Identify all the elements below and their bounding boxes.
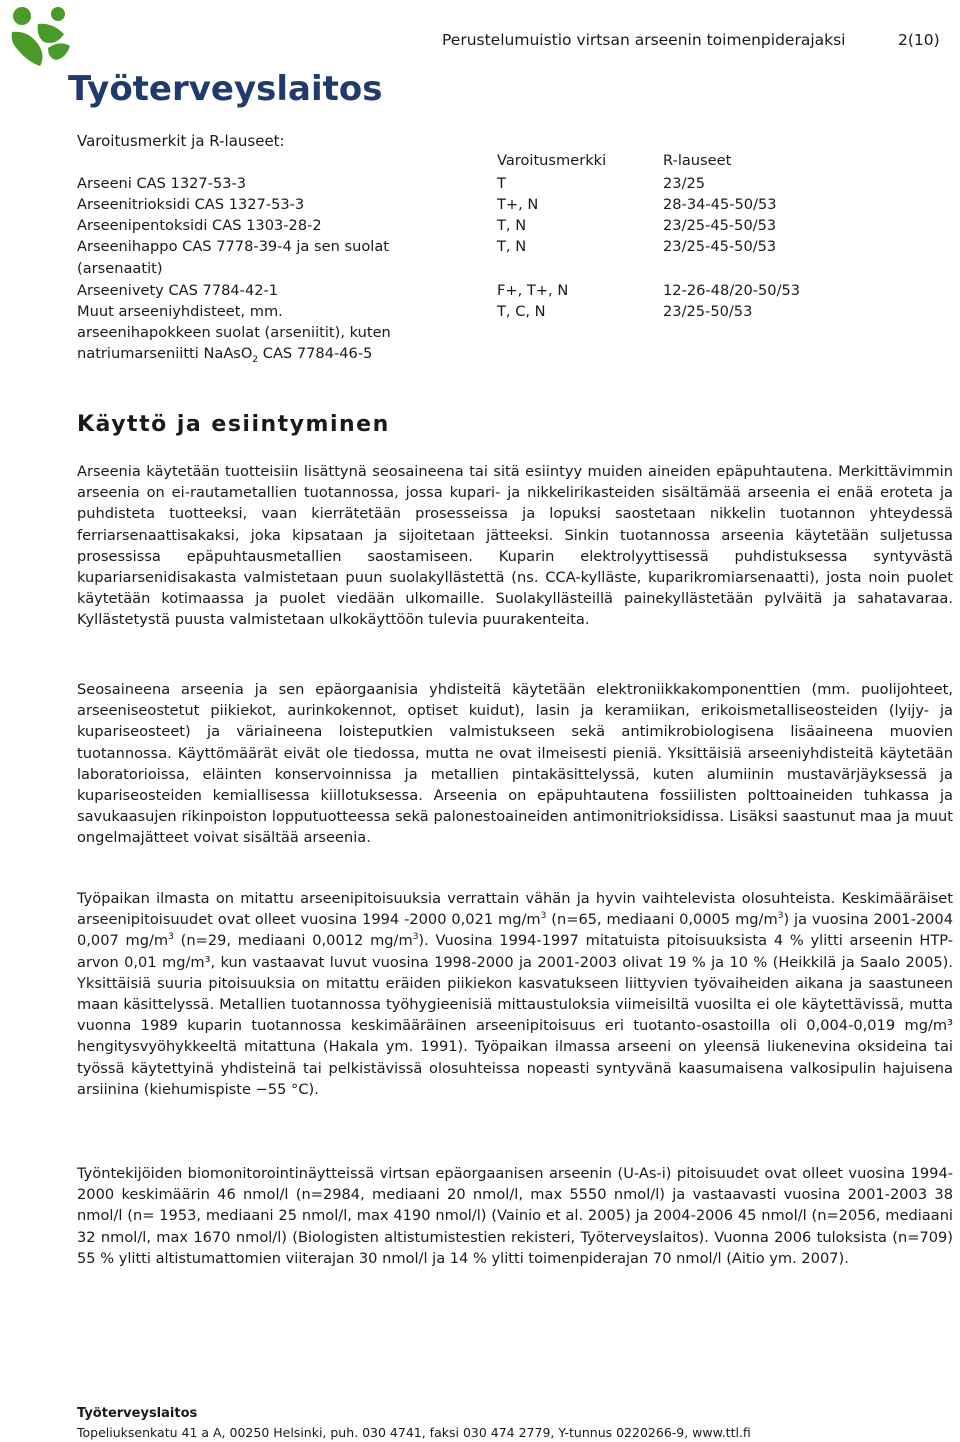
table-row-substance-cont: arseenihapokkeen suolat (arseniitit), kuten [77, 324, 391, 341]
page-number: 2(10) [898, 31, 940, 49]
col-header-r: R-lauseet [663, 152, 732, 169]
paragraph-alloys: Seosaineena arseenia ja sen epäorgaanisia yhdisteitä käytetään elektroniikkakomponenttien (mm. puolijohteet, arseeniseostetut piikiekot, aurinkokennot, optiset kuidut), lasin ja keramiikan, erikoismetalliseosteiden (lyijy- ja kupariseosteet) ja väriaineena loisteputkien valmistukseen sekä antimikrobiologisena lisäaineena muovien tuotannossa. Käyttömäärät eivät ole tiedossa, mutta ne ovat ilmeisesti pieniä. Yksittäisiä arseeniyhdisteitä käytetään laboratorioissa, eläinten konservoinnissa ja metallien pintakäsittelyssä, kuten alumiinin mustavärjäyksessä ja kupariseosteiden kemiallisessa kiillotuksessa. Arseenia on epäpuhtautena fossiilisten polttoaineiden tuhkassa ja savukaasujen rikinpoiston lopputuotteessa sekä palonestoaineiden antimonitrioksidissa. Lisäksi saastunut maa ja muut ongelmajätteet voivat sisältää arseenia. [77, 681, 953, 847]
table-row-r: 12-26-48/20-50/53 [663, 282, 801, 299]
table-row-mark: T, C, N [497, 303, 546, 320]
table-row-substance: Arseenitrioksidi CAS 1327-53-3 [77, 196, 305, 213]
col-header-mark: Varoitusmerkki [497, 152, 607, 169]
paragraph-air-measurements: Työpaikan ilmasta on mitattu arseenipitoisuuksia verrattain vähän ja hyvin vaihtelevista olosuhteista. Keskimääräiset arseenipitoisuudet ovat olleet vuosina 1994 -2000 0,021 $mg/m^3$ (n=65, mediaani 0,0005 $mg/m^3$) ja vuosina 2001-2004 0,007 $mg/m^3$ (n=29, mediaani 0,0012 $mg/m^3$). Vuosina 1994-1997 mitatuista pitoisuuksista 4 % ylitti arseenin HTP-arvon 0,01 mg/m³, kun vastaavat luvut vuosina 1998-2000 ja 2001-2003 olivat 19 % ja 10 % (Heikkilä ja Saalo 2005). Yksittäisiä suuria pitoisuuksia on mitattu eräiden piikiekon kasvatukseen liittyvien työvaiheiden aikana ja saastuneen maan käsittelyssä. Metallien tuotannossa työhygieenisiä mittaustuloksia viimeisiltä vuosilta ei ole käytettävissä, mutta vuonna 1989 kuparin tuotannossa keskimääräinen arseenipitoisuus eri tuotanto-osastoilla oli 0,004-0,019 mg/m³ hengitysvyöhykkeeltä mitattuna (Hakala ym. 1991). Työpaikan ilmassa arseeni on yleensä liukenevina oksideina tai työssä käytettyinä yhdisteinä tai pelkistävissä olosuhteissa nopeasti syntyvänä kaasumaisena valkosipulin hajuisena arsiinina (kiehumispiste −55 °C). [77, 890, 953, 1098]
document-title: Perustelumuistio virtsan arseenin toimenpiderajaksi [442, 31, 846, 49]
table-row-substance: Muut arseeniyhdisteet, mm. [77, 303, 283, 320]
footer-organization: Työterveyslaitos [77, 1406, 198, 1421]
table-row-r: 23/25-45-50/53 [663, 217, 777, 234]
table-row-substance: Arseenipentoksidi CAS 1303-28-2 [77, 217, 322, 234]
table-row-mark: T, N [497, 217, 527, 234]
hazard-table-heading: Varoitusmerkit ja R-lauseet: [77, 132, 285, 150]
table-row-mark: T, N [497, 238, 527, 255]
ttl-logo [8, 2, 383, 112]
table-row-substance-cont: natriumarseniitti NaAsO$_2$ CAS 7784-46-5 [77, 345, 373, 365]
table-row-substance: Arseenivety CAS 7784-42-1 [77, 282, 279, 299]
table-row-r: 23/25-50/53 [663, 303, 753, 320]
table-row-mark: F+, T+, N [497, 282, 569, 299]
table-row-substance: Arseenihappo CAS 7778-39-4 ja sen suolat [77, 238, 389, 255]
footer-address: Topeliuksenkatu 41 a A, 00250 Helsinki, puh. 030 4741, faksi 030 474 2779, Y-tunnus 0220266-9, www.ttl.fi [77, 1425, 751, 1440]
table-row-r: 23/25 [663, 175, 706, 192]
table-row-substance: Arseeni CAS 1327-53-3 [77, 175, 247, 192]
paragraph-usage: Arseenia käytetään tuotteisiin lisättynä seosaineena tai sitä esiintyy muiden aineiden epäpuhtautena. Merkittävimmin arseenia on ei-rautametallien tuotannossa, jossa kupari- ja nikkelirikasteiden sisältämää arseenia ei enää eroteta ja puhdisteta tuotteeksi, vaan kierrätetään prosesseissa ja lopuksi saostetaan nikkelin tuotannon yhteydessä ferriarsenaattisakaksi, joka kipsataan ja sijoitetaan jätteeksi. Sinkin tuotannossa arseenia käytetään suljetussa prosessissa epäpuhtausmetallien saostamiseen. Kuparin elektrolyyttisessä puhdistuksessa syntyvästä kupariarsenidisakasta valmistetaan puun suolakyllästettä (ns. CCA-kylläste, kuparikromiarsenaatti), josta noin puolet käytetään kotimaassa ja puolet viedään ulkomaille. Suolakyllästeillä painekyllästetään pylväitä ja sahatavaraa. Kyllästetystä puusta valmistetaan ulkokäyttöön tulevia puurakenteita. [77, 463, 953, 629]
logo-leaf-icon [8, 2, 383, 112]
section-heading: Käyttö ja esiintyminen [77, 412, 390, 437]
table-row-mark: T [497, 175, 506, 192]
table-row-r: 28-34-45-50/53 [663, 196, 777, 213]
table-row-mark: T+, N [497, 196, 539, 213]
table-row-substance-cont: (arsenaatit) [77, 260, 163, 277]
logo-wordmark: Työterveyslaitos [68, 69, 383, 109]
paragraph-biomonitoring: Työntekijöiden biomonitorointinäytteissä virtsan epäorgaanisen arseenin (U-As-i) pitoisuudet ovat olleet vuosina 1994-2000 keskimäärin 46 nmol/l (n=2984, mediaani 20 nmol/l, max 5550 nmol/l) ja vastaavasti vuosina 2001-2003 38 nmol/l (n= 1953, mediaani 25 nmol/l, max 4190 nmol/l) (Vainio et al. 2005) ja 2004-2006 45 nmol/l (n=2056, mediaani 32 nmol/l, max 1670 nmol/l) (Biologisten altistumistestien rekisteri, Työterveyslaitos). Vuonna 2006 tuloksista (n=709) 55 % ylitti altistumattomien viiterajan 30 nmol/l ja 14 % ylitti toimenpiderajan 70 nmol/l (Aitio ym. 2007). [77, 1165, 953, 1267]
table-row-r: 23/25-45-50/53 [663, 238, 777, 255]
